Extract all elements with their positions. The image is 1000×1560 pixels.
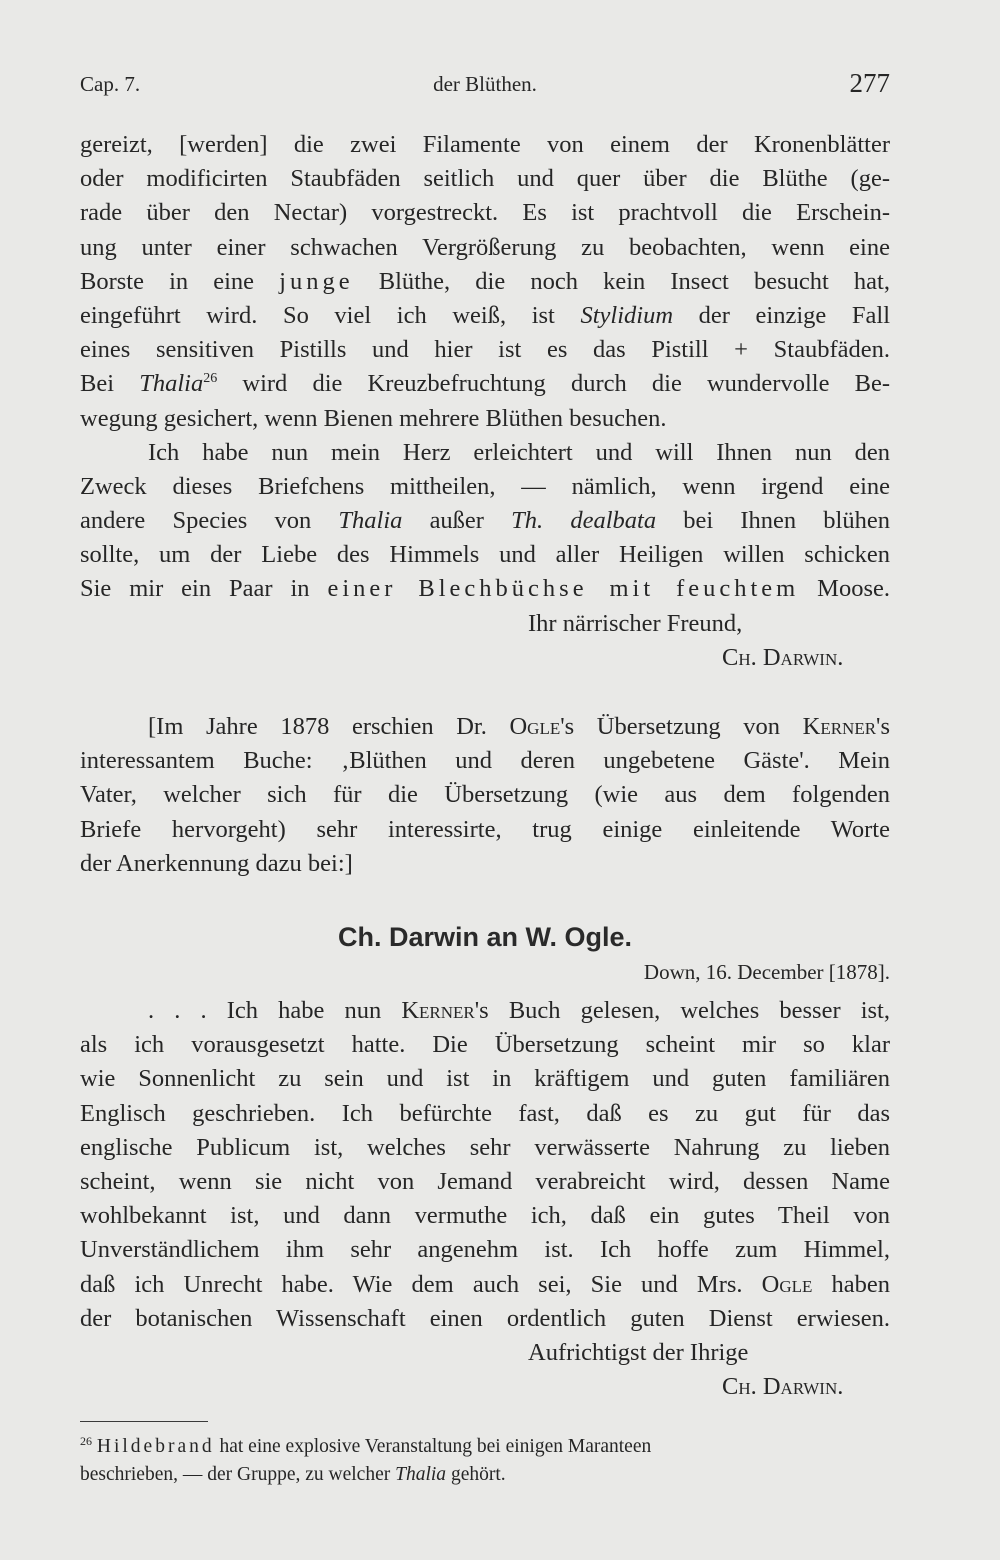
text-line: . . . Ich habe nun Kerner's Buch gelesen, welches besser ist, (148, 997, 890, 1024)
signature: Ch. Darwin. (722, 643, 844, 671)
text-line: Unverständlichem ihm sehr angenehm ist. Ich hoffe zum Himmel, (80, 1236, 890, 1264)
letter-body (80, 994, 890, 1404)
running-head (80, 70, 890, 106)
text-line: wegung gesichert, wenn Bienen mehrere Blüthen besuchen. (80, 404, 667, 432)
footnote (80, 1433, 890, 1489)
text-line: [Im Jahre 1878 erschien Dr. Ogle's Übersetzung von Kerner's (148, 713, 890, 740)
text-line: Borste in eine junge Blüthe, die noch kein Insect besucht hat, (80, 267, 890, 295)
text-line: Ich habe nun mein Herz erleichtert und will Ihnen nun den (148, 438, 890, 466)
text-line: Zweck dieses Briefchens mittheilen, — nämlich, wenn irgend eine (80, 472, 890, 500)
chapter-label: Cap. 7. (80, 72, 141, 96)
text-line: wie Sonnenlicht zu sein und ist in kräftigem und guten familiären (80, 1065, 890, 1093)
text-line: scheint, wenn sie nicht von Jemand verabreicht wird, dessen Name (80, 1167, 890, 1195)
footnote-line: beschrieben, — der Gruppe, zu welcher Thalia gehört. (80, 1464, 506, 1485)
text-line: Briefe hervorgeht) sehr interessirte, trug einige einleitende Worte (80, 815, 890, 843)
text-line: der Anerkennung dazu bei:] (80, 849, 353, 877)
closing-line: Aufrichtigst der Ihrige (528, 1338, 749, 1366)
text-line: als ich vorausgesetzt hatte. Die Übersetzung scheint mir so klar (80, 1031, 890, 1059)
text-line: rade über den Nectar) vorgestreckt. Es ist prachtvoll die Erschein- (80, 199, 890, 227)
text-line: oder modificirten Staubfäden seitlich und quer über die Blüthe (ge- (80, 165, 890, 193)
text-line: eines sensitiven Pistills und hier ist es das Pistill + Staubfäden. (80, 336, 890, 364)
text-line: der botanischen Wissenschaft einen ordentlich guten Dienst erwiesen. (80, 1304, 890, 1332)
editorial-note (80, 710, 890, 881)
letter-heading: Ch. Darwin an W. Ogle. (337, 922, 633, 952)
running-title: der Blüthen. (433, 72, 537, 96)
text-line: wohlbekannt ist, und dann vermuthe ich, daß ein gutes Theil von (80, 1202, 890, 1230)
footnote-ref: 26 (203, 371, 218, 387)
text-line: Vater, welcher sich für die Übersetzung (wie aus dem folgenden (80, 781, 890, 809)
text-line: interessantem Buche: ‚Blüthen und deren ungebetene Gäste'. Mein (80, 747, 890, 775)
text-line: englische Publicum ist, welches sehr verwässerte Nahrung zu lieben (80, 1133, 890, 1161)
signature: Ch. Darwin. (722, 1373, 844, 1401)
footnote-line: $^{26}$ Hildebrand hat eine explosive Veranstaltung bei einigen Maranteen (80, 1434, 652, 1457)
text-line: ung unter einer schwachen Vergrößerung zu beobachten, wenn eine (80, 233, 890, 261)
text-line: sollte, um der Liebe des Himmels und aller Heiligen willen schicken (80, 541, 890, 569)
text-line: Bei Thalia$^{26}$ wird die Kreuzbefruchtung durch die wundervolle Be- (80, 370, 890, 398)
text-line: andere Species von Thalia außer Th. dealbata bei Ihnen blühen (80, 507, 890, 535)
dateline: Down, 16. December [1878]. (643, 960, 890, 984)
footnote-number: 26 (80, 1434, 92, 1448)
closing-line: Ihr närrischer Freund, (528, 609, 743, 637)
text-line: daß ich Unrecht habe. Wie dem auch sei, Sie und Mrs. Ogle haben (80, 1270, 890, 1298)
text-line: Sie mir ein Paar in einer Blechbüchse mit feuchtem Moose. (80, 575, 890, 603)
page-number: 277 (849, 68, 890, 98)
letter-continuation (80, 128, 890, 675)
footnote-rule (80, 1421, 208, 1422)
text-line: eingeführt wird. So viel ich weiß, ist Stylidium der einzige Fall (80, 301, 890, 329)
text-line: gereizt, [werden] die zwei Filamente von einem der Kronenblätter (80, 131, 890, 158)
text-line: Englisch geschrieben. Ich befürchte fast, daß es zu gut für das (80, 1099, 890, 1127)
